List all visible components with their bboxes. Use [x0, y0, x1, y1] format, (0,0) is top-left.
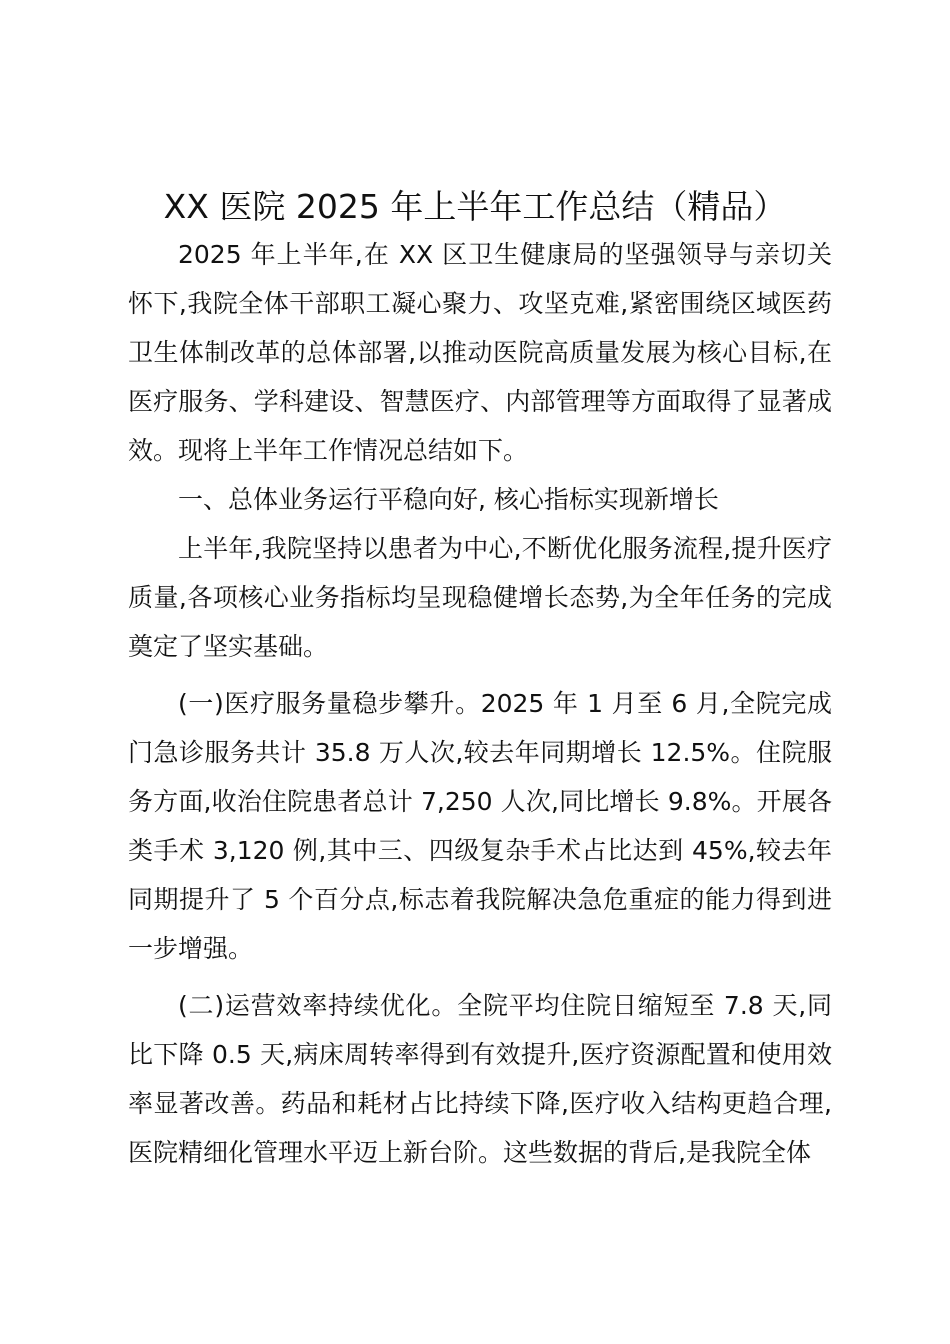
- intro-paragraph: 2025 年上半年,在 XX 区卫生健康局的坚强领导与亲切关怀下,我院全体干部职工凝心聚力、攻坚克难,紧密围绕区域医药卫生体制改革的总体部署,以推动医院高质量发展为核心目标,在医疗服务、学科建设、智慧医疗、内部管理等方面取得了显著成效。现将上半年工作情况总结如下。: [128, 240, 832, 465]
- section-1-paragraph: 上半年,我院坚持以患者为中心,不断优化服务流程,提升医疗质量,各项核心业务指标均呈现稳健增长态势,为全年任务的完成奠定了坚实基础。: [128, 534, 832, 661]
- document-title: XX 医院 2025 年上半年工作总结（精品）: [163, 187, 787, 226]
- subsection-1-paragraph: (一)医疗服务量稳步攀升。2025 年 1 月至 6 月,全院完成门急诊服务共计 35.8 万人次,较去年同期增长 12.5%。住院服务方面,收治住院患者总计 7,250 人次,同比增长 9.8%。开展各类手术 3,120 例,其中三、四级复杂手术占比达到 45%,较去年同期提升了 5 个百分点,标志着我院解决急危重症的能力得到进一步增强。: [128, 689, 832, 963]
- subsection-2-paragraph: (二)运营效率持续优化。全院平均住院日缩短至 7.8 天,同比下降 0.5 天,病床周转率得到有效提升,医疗资源配置和使用效率显著改善。药品和耗材占比持续下降,医疗收入结构更趋合理,医院精细化管理水平迈上新台阶。这些数据的背后,是我院全体: [128, 991, 832, 1167]
- document-body: [128, 230, 832, 1177]
- section-heading-1: 一、总体业务运行平稳向好, 核心指标实现新增长: [178, 485, 719, 514]
